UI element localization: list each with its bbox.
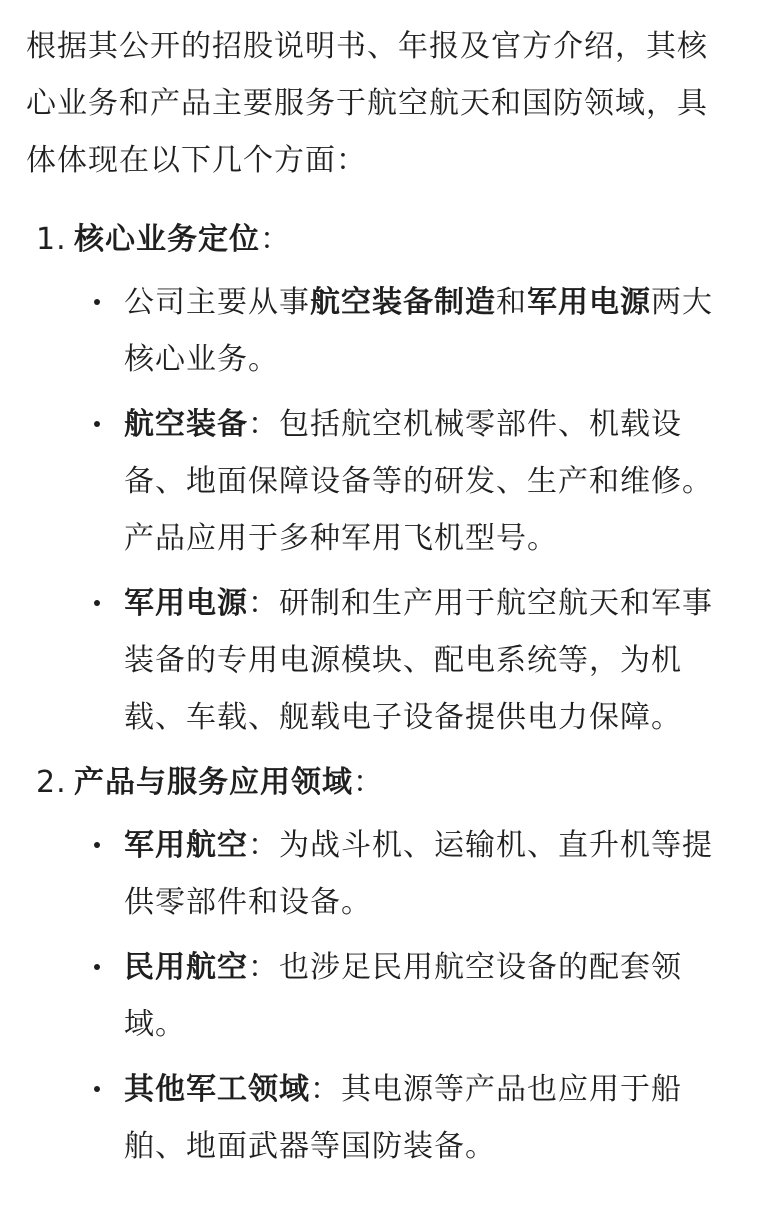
section-heading: [26, 754, 742, 811]
bullet-icon: [94, 421, 100, 427]
item-text: ：研制和生产用于航空航天和军事装备的专用电源模块、配电系统等，为机载、车载、舰载电子设备提供电力保障。: [124, 586, 713, 735]
list-item: [124, 817, 718, 931]
section-application-fields: [26, 754, 742, 1175]
list-item: [124, 396, 718, 567]
bullet-icon: [94, 964, 100, 970]
list-item: [124, 575, 718, 746]
list-item: [124, 274, 718, 388]
bullet-icon: [94, 1086, 100, 1092]
item-text: ：包括航空机械零部件、机载设备、地面保障设备等的研发、生产和维修。产品应用于多种军用飞机型号。: [124, 407, 713, 556]
section-core-business: [26, 211, 742, 746]
bullet-list: [26, 817, 742, 1175]
item-term: 军用航空: [124, 828, 248, 863]
item-term: 航空装备: [124, 407, 248, 442]
section-title: 产品与服务应用领域: [74, 765, 353, 800]
item-emphasis: 军用电源: [527, 285, 651, 320]
section-heading: [26, 211, 742, 268]
section-number: 1.: [36, 222, 67, 257]
section-colon: ：: [260, 222, 291, 257]
bullet-icon: [94, 600, 100, 606]
item-term: 民用航空: [124, 950, 248, 985]
bullet-list: [26, 274, 742, 746]
bullet-icon: [94, 299, 100, 305]
item-text: ：其电源等产品也应用于船舶、地面武器等国防装备。: [124, 1072, 682, 1164]
item-text: 和: [496, 285, 527, 320]
intro-paragraph: 根据其公开的招股说明书、年报及官方介绍，其核心业务和产品主要服务于航空航天和国防领域，具体体现在以下几个方面：: [26, 29, 708, 178]
item-text: ：也涉足民用航空设备的配套领域。: [124, 950, 682, 1042]
item-term: 军用电源: [124, 586, 248, 621]
section-number: 2.: [36, 765, 67, 800]
item-term: 其他军工领域: [124, 1072, 310, 1107]
item-text: 两大核心业务。: [124, 285, 713, 377]
section-title: 核心业务定位: [74, 222, 260, 257]
item-text: ：为战斗机、运输机、直升机等提供零部件和设备。: [124, 828, 713, 920]
section-colon: ：: [353, 765, 384, 800]
item-text: 公司主要从事: [124, 285, 310, 320]
list-item: [124, 939, 718, 1053]
item-emphasis: 航空装备制造: [310, 285, 496, 320]
list-item: [124, 1061, 718, 1175]
bullet-icon: [94, 842, 100, 848]
